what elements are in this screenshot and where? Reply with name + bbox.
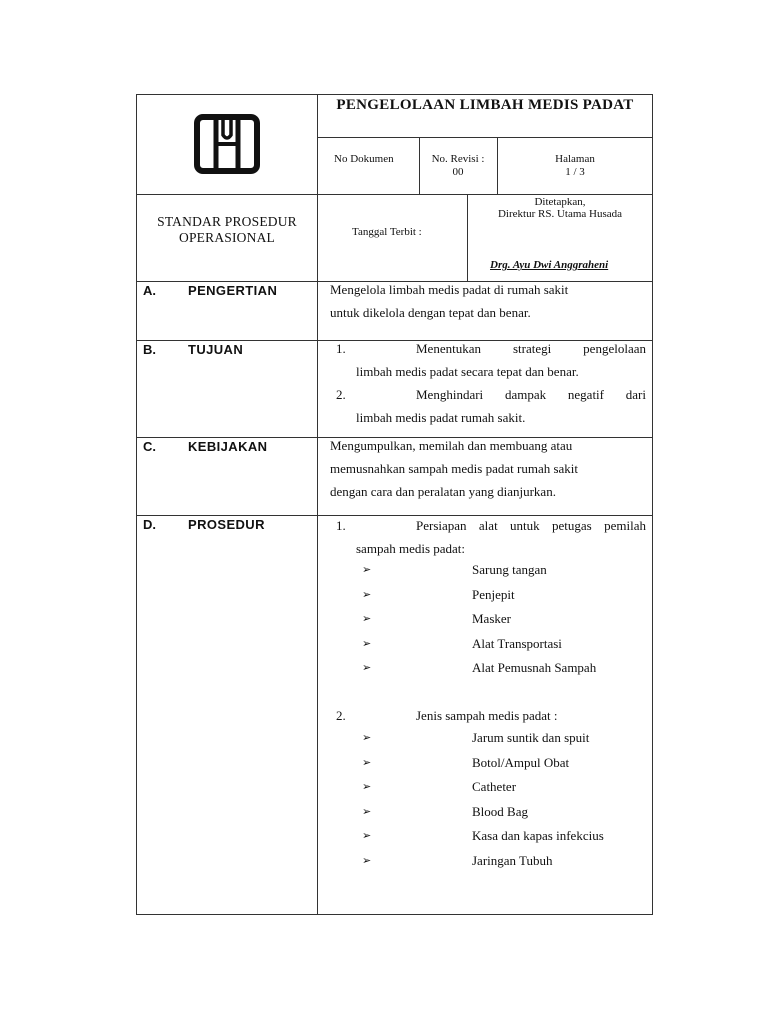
list-item: Blood Bag [472, 803, 528, 819]
bullet-arrow-icon: ➢ [362, 781, 372, 793]
bullet-arrow-icon: ➢ [362, 613, 372, 625]
doc-number-label: No Dokumen [334, 153, 394, 165]
list-item: Masker [472, 611, 511, 626]
section-d-letter: D. [143, 517, 156, 532]
tujuan-item-2-line-2: limbah medis padat rumah sakit. [356, 410, 526, 425]
list-item: Sarung tangan [472, 562, 547, 577]
document-title: PENGELOLAAN LIMBAH MEDIS PADAT [336, 97, 634, 113]
section-a-letter: A. [143, 283, 156, 298]
list-item: Jarum suntik dan spuit [472, 730, 590, 745]
revision-label: No. Revisi : [431, 153, 485, 165]
approver-name: Drg. Ayu Dwi Anggraheni [490, 259, 609, 271]
tujuan-item-2-number: 2. [336, 387, 346, 402]
prosedur-step-1-line-2: sampah medis padat: [356, 541, 466, 556]
bullet-arrow-icon: ➢ [362, 564, 372, 576]
section-b-letter: B. [143, 342, 156, 357]
page-label: Halaman [555, 153, 595, 165]
sop-title: STANDAR PROSEDUR OPERASIONAL [157, 214, 297, 245]
section-a-title: PENGERTIAN [188, 283, 278, 298]
tujuan-item-1-line-1: Menentukan strategi pengelolaan [416, 341, 646, 356]
list-item: Kasa dan kapas infekcius [472, 828, 604, 843]
revision-value: 00 [452, 166, 464, 178]
pengertian-line-1: Mengelola limbah medis padat di rumah sakit [330, 282, 569, 297]
issue-date-label: Tanggal Terbit : [352, 226, 422, 238]
list-item: Alat Transportasi [472, 635, 562, 651]
bullet-arrow-icon: ➢ [362, 854, 372, 867]
bullet-arrow-icon: ➢ [362, 805, 372, 818]
approval-line-2: Direktur RS. Utama Husada [497, 208, 623, 220]
prosedur-step-2-line-1: Jenis sampah medis padat : [416, 708, 558, 723]
section-d-title: PROSEDUR [188, 517, 265, 532]
list-item: Botol/Ampul Obat [472, 754, 570, 770]
bullet-arrow-icon: ➢ [362, 637, 372, 650]
list-item: Penjepit [472, 586, 515, 602]
left-column-divider [317, 94, 318, 915]
bullet-arrow-icon: ➢ [362, 588, 372, 601]
kebijakan-line-1: Mengumpulkan, memilah dan membuang atau [330, 438, 573, 453]
bullet-arrow-icon: ➢ [362, 732, 372, 744]
list-item: Jaringan Tubuh [472, 852, 553, 868]
bullet-arrow-icon: ➢ [362, 756, 372, 769]
page-value: 1 / 3 [565, 166, 585, 178]
approval-line-1: Ditetapkan, [534, 196, 586, 208]
kebijakan-line-2: memusnahkan sampah medis padat rumah sakit [330, 461, 579, 476]
kebijakan-line-3: dengan cara dan peralatan yang dianjurkan. [330, 484, 556, 499]
title-row-divider [317, 137, 653, 138]
section-c-letter: C. [143, 439, 156, 454]
tujuan-item-1-number: 1. [336, 341, 346, 356]
header-row-divider [136, 194, 653, 195]
section-c-title: KEBIJAKAN [188, 439, 268, 454]
bullet-arrow-icon: ➢ [362, 830, 372, 842]
section-b-title: TUJUAN [188, 342, 244, 357]
tujuan-item-2-line-1: Menghindari dampak negatif dari [416, 387, 646, 402]
list-item: Alat Pemusnah Sampah [472, 660, 597, 675]
tujuan-item-1-line-2: limbah medis padat secara tepat dan benar. [356, 364, 579, 379]
pengertian-line-2: untuk dikelola dengan tepat dan benar. [330, 305, 531, 320]
bullet-arrow-icon: ➢ [362, 662, 372, 674]
list-item: Catheter [472, 779, 517, 794]
prosedur-step-1-line-1: Persiapan alat untuk petugas pemilah [416, 518, 646, 533]
hospital-logo-icon [193, 113, 261, 175]
prosedur-step-2-number: 2. [336, 708, 346, 723]
prosedur-step-1-number: 1. [336, 518, 346, 533]
